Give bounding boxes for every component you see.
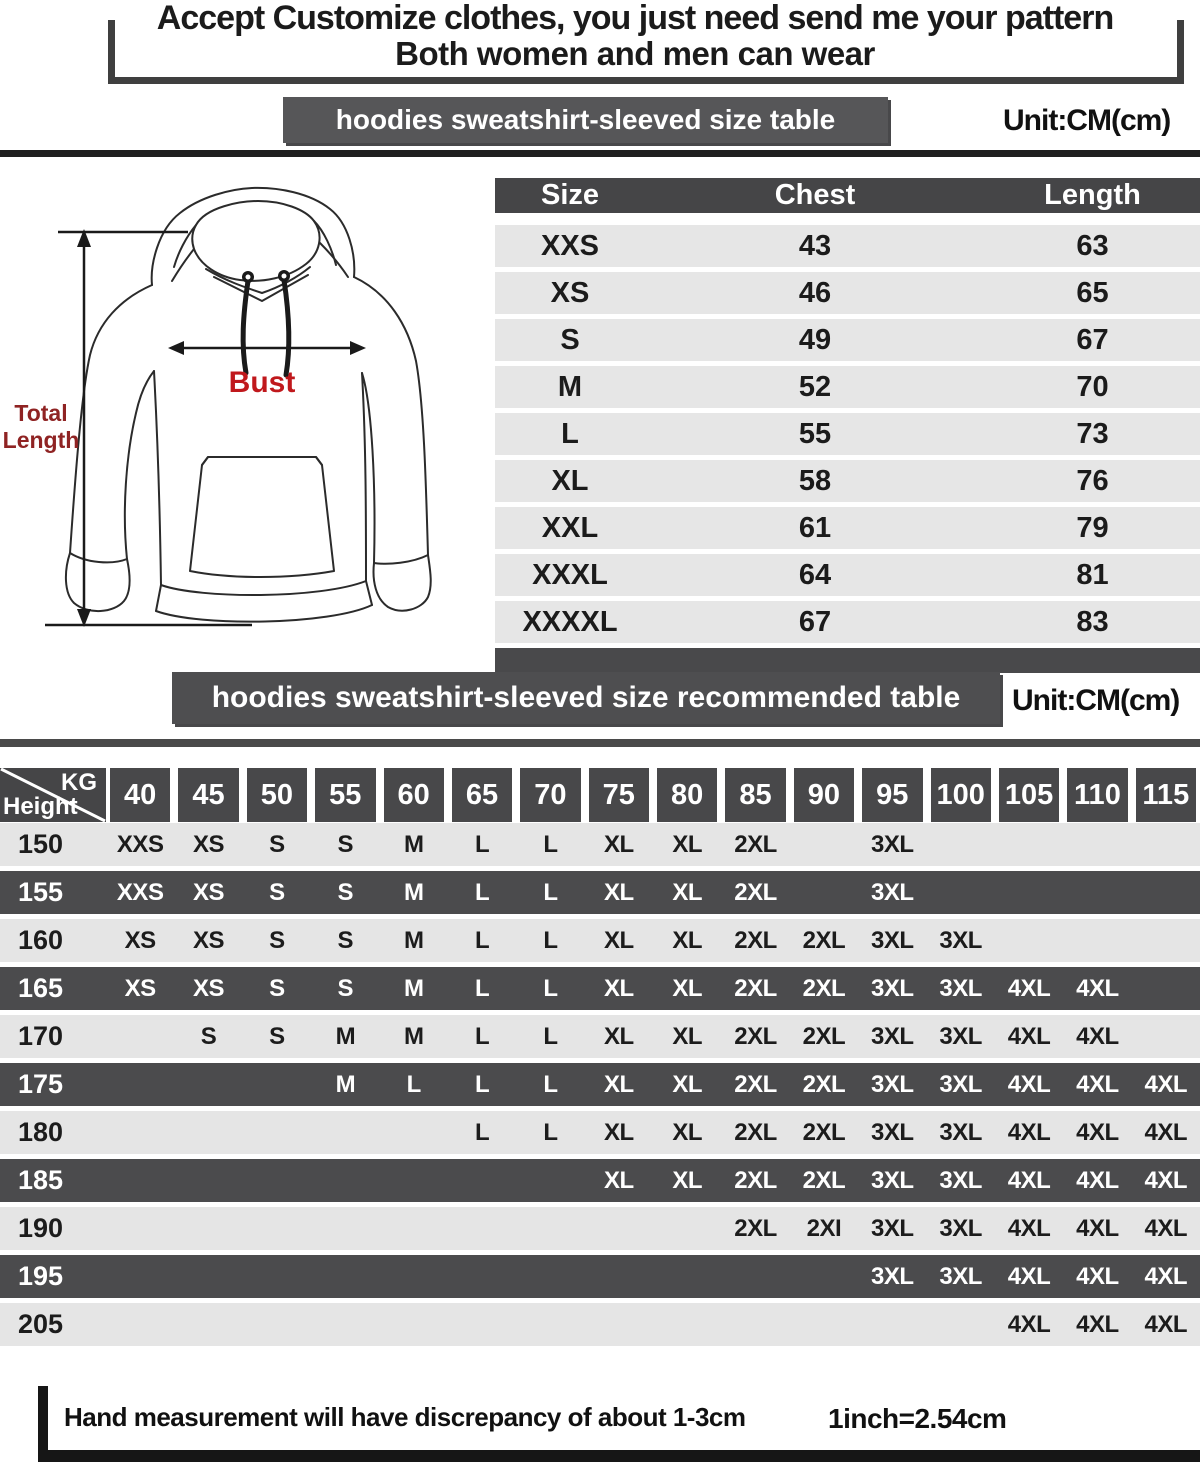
matrix-corner-cell [0, 768, 106, 822]
total-length-line2: Length [2, 427, 80, 453]
matrix-size-cell: XL [672, 879, 703, 906]
size-table-cell-length: 63 [1076, 230, 1109, 262]
matrix-size-cell: XL [603, 1071, 634, 1098]
matrix-size-cell: XXS [116, 879, 164, 906]
matrix-size-cell [516, 1255, 584, 1298]
matrix-size-cell: 3XL [871, 1023, 914, 1050]
size-table-cell-length: 83 [1076, 606, 1109, 638]
matrix-size-cell: 4XL [1007, 1119, 1051, 1146]
size-table-cell-size: M [557, 371, 583, 403]
size-table-cell-chest: 61 [798, 512, 832, 544]
size-table-cell-length: 65 [1076, 277, 1109, 309]
size-table-cell-chest: 43 [798, 230, 832, 262]
matrix-row [0, 919, 1200, 962]
matrix-size-cell: 3XL [939, 1167, 982, 1194]
matrix-size-cell [106, 1159, 174, 1202]
matrix-size-cell [721, 1255, 789, 1298]
matrix-size-cell [516, 1207, 584, 1250]
matrix-size-cell: XS [193, 927, 225, 954]
matrix-size-cell: M [403, 831, 424, 858]
matrix-size-cell: 3XL [939, 1023, 982, 1050]
unit-label-top: Unit:CM(cm) [1003, 104, 1171, 137]
weight-header-cell: 105 [999, 768, 1059, 822]
matrix-size-cell: XL [672, 1119, 703, 1146]
size-table-cell-chest: 64 [798, 559, 832, 591]
matrix-size-cell: 4XL [1007, 1071, 1051, 1098]
matrix-size-cell: 4XL [1144, 1311, 1188, 1338]
matrix-size-cell [311, 1159, 379, 1202]
matrix-header-row [0, 768, 1200, 822]
matrix-size-cell [927, 1303, 995, 1346]
matrix-size-cell [1132, 919, 1200, 962]
matrix-size-cell [858, 1303, 926, 1346]
matrix-size-cell: XL [672, 1167, 703, 1194]
matrix-size-cell [106, 1303, 174, 1346]
matrix-size-cell [311, 1111, 379, 1154]
matrix-size-cell [927, 823, 995, 866]
matrix-size-cell: M [403, 879, 424, 906]
corner-kg-label: KG [61, 769, 97, 796]
weight-header-cell: 100 [931, 768, 991, 822]
size-table-cell-chest: 67 [798, 606, 832, 638]
recommended-table-banner: hoodies sweatshirt-sleeved size recommended table [172, 672, 1000, 724]
matrix-size-cell: XL [672, 975, 703, 1002]
matrix-size-cell: 3XL [871, 1167, 914, 1194]
size-table-row [495, 319, 1200, 361]
height-label: 185 [18, 1165, 64, 1195]
size-table-footer-bar [495, 648, 1200, 673]
matrix-size-cell [380, 1111, 448, 1154]
matrix-size-cell: 2XL [734, 975, 777, 1002]
matrix-size-cell: 4XL [1076, 1119, 1119, 1146]
matrix-size-cell: XL [603, 1119, 634, 1146]
weight-header-cell: 95 [862, 768, 922, 822]
weight-header-cell: 110 [1067, 768, 1127, 822]
matrix-size-cell [585, 1255, 653, 1298]
height-label: 175 [18, 1069, 64, 1099]
height-label: 160 [18, 925, 64, 955]
matrix-size-cell: M [403, 1023, 424, 1050]
matrix-size-cell: S [269, 975, 285, 1002]
height-label: 165 [18, 973, 64, 1003]
matrix-size-cell: XS [124, 975, 156, 1002]
matrix-size-cell [243, 1111, 311, 1154]
matrix-size-cell [653, 1303, 721, 1346]
matrix-size-cell [1132, 967, 1200, 1010]
height-label: 190 [18, 1213, 64, 1243]
matrix-row [0, 823, 1200, 866]
weight-header-cell: 115 [1136, 768, 1196, 822]
matrix-size-cell: L [474, 831, 490, 858]
matrix-row [0, 967, 1200, 1010]
weight-header-cell: 45 [178, 768, 238, 822]
matrix-size-cell: 2XL [802, 927, 846, 954]
matrix-size-cell [448, 1207, 516, 1250]
matrix-size-cell [174, 1207, 242, 1250]
corner-height-label: Height [3, 793, 78, 820]
chest-column-header: Chest [774, 179, 856, 211]
matrix-size-cell [106, 1255, 174, 1298]
matrix-size-cell [1132, 1015, 1200, 1058]
matrix-size-cell: XS [193, 879, 225, 906]
matrix-size-cell: L [543, 1071, 558, 1098]
matrix-size-cell: 4XL [1007, 1023, 1051, 1050]
matrix-size-cell [585, 1207, 653, 1250]
size-table-cell-chest: 49 [798, 324, 832, 356]
matrix-size-cell [995, 871, 1063, 914]
matrix-size-cell: 3XL [939, 1071, 982, 1098]
size-table-body [495, 225, 1200, 643]
matrix-size-cell [790, 1255, 858, 1298]
matrix-size-cell: S [337, 927, 354, 954]
matrix-size-cell: 4XL [1076, 1311, 1119, 1338]
size-table-cell-size: XXL [541, 512, 599, 544]
matrix-size-cell: L [543, 1119, 558, 1146]
matrix-size-cell: 3XL [939, 927, 982, 954]
weight-header-cell: 80 [657, 768, 717, 822]
height-label: 180 [18, 1117, 64, 1147]
horizontal-divider-top [0, 150, 1200, 157]
matrix-size-cell: XL [603, 975, 634, 1002]
size-table-cell-size: XXXL [532, 559, 608, 591]
matrix-size-cell: M [403, 975, 424, 1002]
size-table-cell-size: XXXXL [522, 606, 618, 638]
unit-label-bottom: Unit:CM(cm) [1012, 684, 1180, 717]
total-length-line1: Total [14, 400, 68, 426]
size-table-banner: hoodies sweatshirt-sleeved size table [283, 97, 888, 143]
matrix-size-cell [174, 1111, 242, 1154]
matrix-size-cell [380, 1303, 448, 1346]
matrix-size-cell: 3XL [871, 1263, 914, 1290]
size-table-row [495, 507, 1200, 549]
size-table-cell-length: 73 [1076, 418, 1109, 450]
matrix-size-cell: L [543, 879, 558, 906]
matrix-size-cell: L [474, 1119, 490, 1146]
bust-label: Bust [228, 366, 296, 399]
height-label: 150 [18, 829, 64, 859]
matrix-size-cell: XL [603, 831, 634, 858]
matrix-size-cell [927, 871, 995, 914]
matrix-size-cell: L [474, 927, 490, 954]
matrix-size-cell: 2XL [802, 1167, 846, 1194]
size-table-cell-chest: 46 [798, 277, 832, 309]
matrix-row [0, 1159, 1200, 1202]
matrix-size-cell: XS [193, 975, 225, 1002]
matrix-size-cell: 2XL [802, 975, 846, 1002]
matrix-size-cell: 3XL [871, 1119, 914, 1146]
weight-header-cell: 55 [315, 768, 375, 822]
size-table-cell-length: 79 [1076, 512, 1109, 544]
matrix-row [0, 1111, 1200, 1154]
total-length-label [0, 400, 82, 454]
matrix-size-cell [106, 1015, 174, 1058]
matrix-size-cell: 4XL [1007, 1167, 1051, 1194]
matrix-size-cell: S [269, 879, 285, 906]
matrix-size-cell: 3XL [939, 1263, 982, 1290]
matrix-row [0, 1207, 1200, 1250]
size-table-cell-length: 67 [1076, 324, 1109, 356]
matrix-size-cell: 4XL [1007, 1215, 1051, 1242]
matrix-size-cell [243, 1207, 311, 1250]
matrix-size-cell [243, 1255, 311, 1298]
weight-header-cell: 60 [384, 768, 444, 822]
matrix-size-cell [174, 1063, 242, 1106]
measurement-note: Hand measurement will have discrepancy of about 1-3cm [64, 1402, 746, 1432]
matrix-size-cell: 4XL [1144, 1119, 1188, 1146]
heading-line1: Accept Customize clothes, you just need send me your pattern [156, 0, 1114, 37]
matrix-size-cell [311, 1255, 379, 1298]
size-table-row [495, 272, 1200, 314]
size-table-row [495, 413, 1200, 455]
recommendation-matrix [0, 768, 1200, 1351]
matrix-size-cell: XL [672, 927, 703, 954]
matrix-size-cell: 4XL [1076, 1167, 1119, 1194]
matrix-size-cell [516, 1303, 584, 1346]
matrix-size-cell: XL [672, 831, 703, 858]
matrix-size-cell: 4XL [1076, 975, 1119, 1002]
inch-conversion-note: 1inch=2.54cm [828, 1403, 1007, 1434]
matrix-size-cell: 3XL [871, 975, 914, 1002]
size-table-row [495, 225, 1200, 267]
matrix-size-cell: 3XL [939, 1119, 982, 1146]
matrix-body [0, 823, 1200, 1346]
size-table-cell-size: L [561, 418, 579, 450]
matrix-size-cell [1063, 919, 1131, 962]
matrix-size-cell [448, 1255, 516, 1298]
matrix-size-cell [106, 1063, 174, 1106]
length-column-header: Length [1044, 179, 1141, 211]
matrix-size-cell [448, 1159, 516, 1202]
size-table-cell-size: S [560, 324, 580, 356]
arrowheads [77, 229, 366, 627]
matrix-size-cell: 2XL [734, 1215, 777, 1242]
matrix-size-cell: 2XI [806, 1215, 842, 1242]
matrix-size-cell: 4XL [1144, 1215, 1188, 1242]
size-table-row [495, 366, 1200, 408]
matrix-size-cell: 2XL [734, 879, 777, 906]
matrix-size-cell [380, 1207, 448, 1250]
matrix-size-cell: 4XL [1144, 1071, 1188, 1098]
footer-bottom-bar [38, 1450, 1200, 1462]
matrix-size-cell: 4XL [1076, 1215, 1119, 1242]
matrix-size-cell: 2XL [802, 1071, 846, 1098]
matrix-size-cell [311, 1207, 379, 1250]
matrix-size-cell: 4XL [1007, 975, 1051, 1002]
matrix-size-cell [174, 1255, 242, 1298]
matrix-size-cell: 4XL [1007, 1263, 1051, 1290]
matrix-size-cell [174, 1159, 242, 1202]
matrix-size-cell [311, 1303, 379, 1346]
matrix-size-cell [585, 1303, 653, 1346]
weight-header-cell: 75 [589, 768, 649, 822]
matrix-size-cell [790, 823, 858, 866]
matrix-size-cell: 3XL [871, 831, 914, 858]
matrix-size-cell [243, 1159, 311, 1202]
matrix-size-cell: XL [603, 927, 634, 954]
matrix-size-cell [380, 1159, 448, 1202]
matrix-row [0, 1063, 1200, 1106]
matrix-size-cell [1132, 871, 1200, 914]
matrix-size-cell: 4XL [1144, 1167, 1188, 1194]
matrix-size-cell [243, 1063, 311, 1106]
size-table-cell-length: 81 [1076, 559, 1109, 591]
matrix-size-cell: XS [124, 927, 156, 954]
size-table-row [495, 601, 1200, 643]
matrix-size-cell: L [543, 831, 558, 858]
height-label: 170 [18, 1021, 64, 1051]
matrix-size-cell: L [543, 927, 558, 954]
matrix-size-cell: L [543, 1023, 558, 1050]
matrix-row [0, 1015, 1200, 1058]
size-table-cell-size: XXS [540, 230, 600, 262]
matrix-size-cell [174, 1303, 242, 1346]
matrix-size-cell: L [474, 975, 490, 1002]
size-table-cell-size: XL [551, 465, 589, 497]
matrix-size-cell: 4XL [1076, 1023, 1119, 1050]
matrix-size-cell: L [474, 1023, 490, 1050]
matrix-size-cell: 2XL [734, 1023, 777, 1050]
matrix-size-cell: XL [603, 1023, 634, 1050]
matrix-size-cell [790, 871, 858, 914]
matrix-size-cell: L [543, 975, 558, 1002]
matrix-size-cell [243, 1303, 311, 1346]
height-label: 155 [18, 877, 64, 907]
matrix-size-cell: S [269, 927, 285, 954]
matrix-size-cell: S [337, 831, 354, 858]
matrix-row [0, 871, 1200, 914]
matrix-size-cell: 3XL [939, 1215, 982, 1242]
matrix-size-cell: 3XL [939, 975, 982, 1002]
height-label: 205 [18, 1309, 64, 1339]
weight-header-cell: 40 [110, 768, 170, 822]
size-table-row [495, 460, 1200, 502]
matrix-size-cell: 4XL [1076, 1263, 1119, 1290]
matrix-size-cell: 4XL [1144, 1263, 1188, 1290]
measurement-lines [45, 232, 358, 625]
matrix-size-cell: 2XL [734, 1167, 777, 1194]
height-label: 195 [18, 1261, 64, 1291]
matrix-size-cell [1063, 871, 1131, 914]
matrix-size-cell [995, 823, 1063, 866]
matrix-size-cell: M [403, 927, 424, 954]
size-table-header [495, 178, 1200, 213]
heading-underline-bracket [108, 20, 1184, 84]
matrix-size-cell: S [337, 879, 354, 906]
heading-line2: Both women and men can wear [395, 35, 875, 72]
matrix-size-cell [380, 1255, 448, 1298]
matrix-size-cell: S [269, 831, 285, 858]
size-table [495, 178, 1200, 673]
size-table-cell-chest: 58 [798, 465, 832, 497]
matrix-size-cell: M [335, 1071, 356, 1098]
matrix-size-cell: 4XL [1007, 1311, 1051, 1338]
size-column-header: Size [540, 179, 600, 211]
size-table-cell-size: XS [550, 277, 590, 309]
weight-header-cell: 90 [794, 768, 854, 822]
matrix-size-cell: 2XL [802, 1119, 846, 1146]
matrix-size-cell: XXS [116, 831, 164, 858]
size-table-cell-chest: 55 [798, 418, 832, 450]
matrix-size-cell: 2XL [734, 1071, 777, 1098]
horizontal-divider-middle [0, 739, 1200, 747]
matrix-size-cell [653, 1207, 721, 1250]
matrix-size-cell: S [269, 1023, 285, 1050]
matrix-size-cell: 3XL [871, 927, 914, 954]
matrix-size-cell: 2XL [734, 831, 777, 858]
matrix-size-cell: XL [672, 1023, 703, 1050]
matrix-size-cell: L [474, 1071, 490, 1098]
matrix-size-cell [106, 1111, 174, 1154]
weight-header-cell: 85 [725, 768, 785, 822]
matrix-size-cell: 4XL [1076, 1071, 1119, 1098]
matrix-size-cell: S [337, 975, 354, 1002]
weight-header-cell: 65 [452, 768, 512, 822]
matrix-size-cell: XL [603, 879, 634, 906]
matrix-size-cell [516, 1159, 584, 1202]
matrix-size-cell [1132, 823, 1200, 866]
matrix-size-cell [653, 1255, 721, 1298]
matrix-size-cell: 3XL [871, 879, 914, 906]
size-table-cell-length: 70 [1076, 371, 1109, 403]
matrix-size-cell: 2XL [802, 1023, 846, 1050]
matrix-size-cell [721, 1303, 789, 1346]
matrix-size-cell: XL [603, 1167, 634, 1194]
matrix-size-cell [106, 1207, 174, 1250]
matrix-size-cell [790, 1303, 858, 1346]
matrix-size-cell: 3XL [871, 1215, 914, 1242]
matrix-size-cell: L [406, 1071, 421, 1098]
matrix-size-cell: S [200, 1023, 217, 1050]
matrix-size-cell: L [474, 879, 490, 906]
matrix-size-cell [448, 1303, 516, 1346]
size-table-row [495, 554, 1200, 596]
matrix-row [0, 1255, 1200, 1298]
size-table-cell-chest: 52 [798, 371, 832, 403]
matrix-row [0, 1303, 1200, 1346]
matrix-size-cell: XS [193, 831, 225, 858]
weight-header-cell: 70 [520, 768, 580, 822]
matrix-size-cell [995, 919, 1063, 962]
size-table-cell-length: 76 [1076, 465, 1109, 497]
matrix-size-cell: 2XL [734, 1119, 777, 1146]
weight-header-cell: 50 [247, 768, 307, 822]
matrix-size-cell [1063, 823, 1131, 866]
matrix-size-cell: 3XL [871, 1071, 914, 1098]
matrix-size-cell: M [335, 1023, 356, 1050]
matrix-size-cell: 2XL [734, 927, 777, 954]
matrix-size-cell: XL [672, 1071, 703, 1098]
